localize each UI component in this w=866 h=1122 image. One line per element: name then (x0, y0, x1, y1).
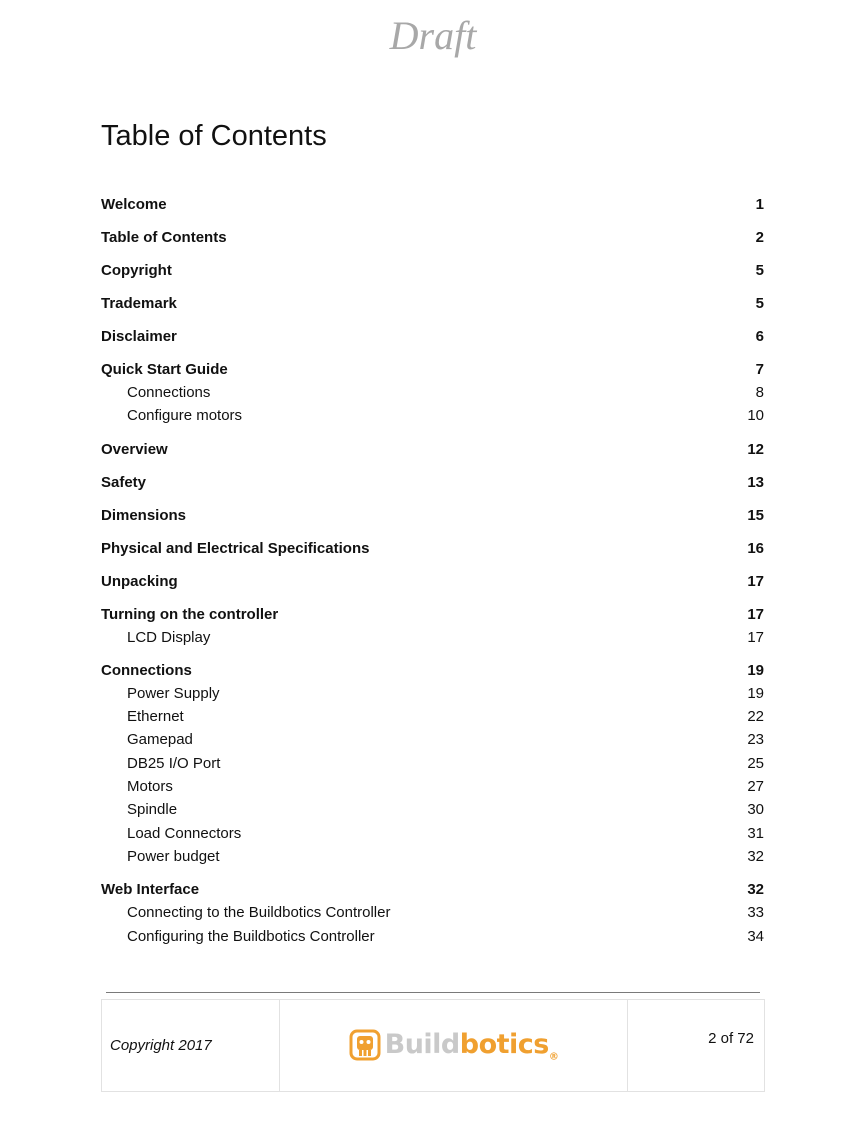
toc-entry-label: Configure motors (127, 407, 243, 425)
toc-subentry[interactable] (101, 682, 764, 705)
toc-page-number: 32 (747, 847, 764, 865)
footer-copyright-cell (102, 1000, 280, 1091)
toc-entry[interactable] (101, 537, 764, 560)
footer-divider (106, 992, 760, 993)
toc-entry-label: Connections (101, 661, 192, 679)
robot-face-icon (349, 1029, 381, 1061)
toc-entry[interactable] (101, 570, 764, 593)
toc-page-number: 19 (747, 661, 764, 679)
toc-entry-label: Physical and Electrical Specifications (101, 539, 370, 557)
toc-page-number: 31 (747, 824, 764, 842)
toc-entry-label: Safety (101, 473, 147, 491)
toc-page-number: 6 (755, 328, 764, 345)
toc-entry[interactable] (101, 193, 764, 216)
toc-entry-label: LCD Display (127, 628, 211, 646)
footer-logo-cell (280, 1000, 628, 1091)
toc-subentry[interactable] (101, 626, 764, 649)
toc-entry[interactable] (101, 603, 764, 626)
footer-page-cell (628, 1000, 764, 1091)
toc-entry-label: Power budget (127, 847, 220, 865)
toc-page-number: 17 (747, 628, 764, 646)
toc-page-number: 12 (747, 440, 764, 458)
toc-entry-label: Spindle (127, 801, 178, 819)
toc-entry-label: DB25 I/O Port (127, 754, 221, 772)
toc-entry-label: Quick Start Guide (101, 361, 228, 378)
draft-watermark: Draft (389, 13, 477, 58)
toc-entry-label: Disclaimer (101, 328, 177, 345)
toc-entry-label: Ethernet (127, 708, 184, 726)
toc-entry[interactable] (101, 878, 764, 901)
toc-entry[interactable] (101, 471, 764, 494)
toc-page-number: 32 (747, 881, 764, 899)
toc-page-number: 5 (755, 295, 764, 312)
toc-page-number: 5 (755, 262, 764, 279)
toc-entry[interactable] (101, 659, 764, 682)
page-footer (101, 999, 765, 1092)
toc-entry[interactable] (101, 438, 764, 461)
toc-entry-label: Connecting to the Buildbotics Controller (127, 904, 391, 922)
toc-entry[interactable] (101, 325, 764, 348)
toc-page-number: 17 (747, 605, 764, 623)
toc-entry-label: Web Interface (101, 881, 200, 899)
toc-entry-label: Overview (101, 440, 168, 458)
table-of-contents (101, 193, 764, 948)
toc-entry[interactable] (101, 259, 764, 282)
toc-entry-label: Unpacking (101, 572, 178, 590)
toc-page-number: 27 (747, 778, 764, 796)
toc-subentry[interactable] (101, 728, 764, 751)
toc-entry-label: Turning on the controller (101, 605, 279, 623)
toc-entry[interactable] (101, 504, 764, 527)
toc-subentry[interactable] (101, 901, 764, 924)
toc-subentry[interactable] (101, 822, 764, 845)
toc-subentry[interactable] (101, 775, 764, 798)
toc-page-number: 2 (755, 229, 764, 246)
toc-entry-label: Gamepad (127, 731, 193, 749)
toc-page-number: 19 (747, 684, 764, 702)
toc-page-number: 15 (747, 506, 764, 524)
buildbotics-logo (349, 1029, 559, 1062)
toc-subentry[interactable] (101, 925, 764, 948)
toc-entry[interactable] (101, 358, 764, 381)
toc-subentry[interactable] (101, 845, 764, 868)
toc-entry-label: Load Connectors (127, 824, 242, 842)
toc-entry-label: Power Supply (127, 684, 220, 702)
toc-subentry[interactable] (101, 798, 764, 821)
footer-copyright: Copyright 2017 (110, 1037, 212, 1054)
toc-subentry[interactable] (101, 705, 764, 728)
toc-entry-label: Motors (127, 778, 173, 796)
toc-page-number: 1 (755, 196, 764, 213)
toc-entry-label: Configuring the Buildbotics Controller (127, 927, 375, 945)
toc-page-number: 33 (747, 904, 764, 922)
toc-entry-label: Copyright (101, 262, 172, 279)
toc-page-number: 23 (747, 731, 764, 749)
toc-entry-label: Connections (127, 384, 211, 401)
toc-page-number: 13 (747, 473, 764, 491)
toc-entry-label: Trademark (101, 295, 177, 312)
toc-page-number: 30 (747, 801, 764, 819)
toc-entry-label: Table of Contents (101, 229, 227, 246)
logo-wordmark: Buildbotics$_®$ (384, 1028, 559, 1063)
toc-subentry[interactable] (101, 404, 764, 427)
toc-page-number: 17 (747, 572, 764, 590)
toc-subentry[interactable] (101, 752, 764, 775)
toc-entry-label: Welcome (101, 196, 167, 213)
toc-subentry[interactable] (101, 381, 764, 404)
toc-page-number: 10 (747, 407, 764, 425)
toc-page-number: 34 (747, 927, 764, 945)
toc-page-number: 16 (747, 539, 764, 557)
toc-entry[interactable] (101, 292, 764, 315)
toc-page-number: 8 (755, 384, 764, 401)
toc-page-number: 22 (747, 708, 764, 726)
toc-page-number: 7 (755, 361, 764, 378)
page-indicator: 2 of 72 (708, 1030, 754, 1047)
page-title: Table of Contents (101, 120, 327, 152)
toc-entry[interactable] (101, 226, 764, 249)
toc-page-number: 25 (747, 754, 764, 772)
toc-entry-label: Dimensions (101, 506, 187, 524)
